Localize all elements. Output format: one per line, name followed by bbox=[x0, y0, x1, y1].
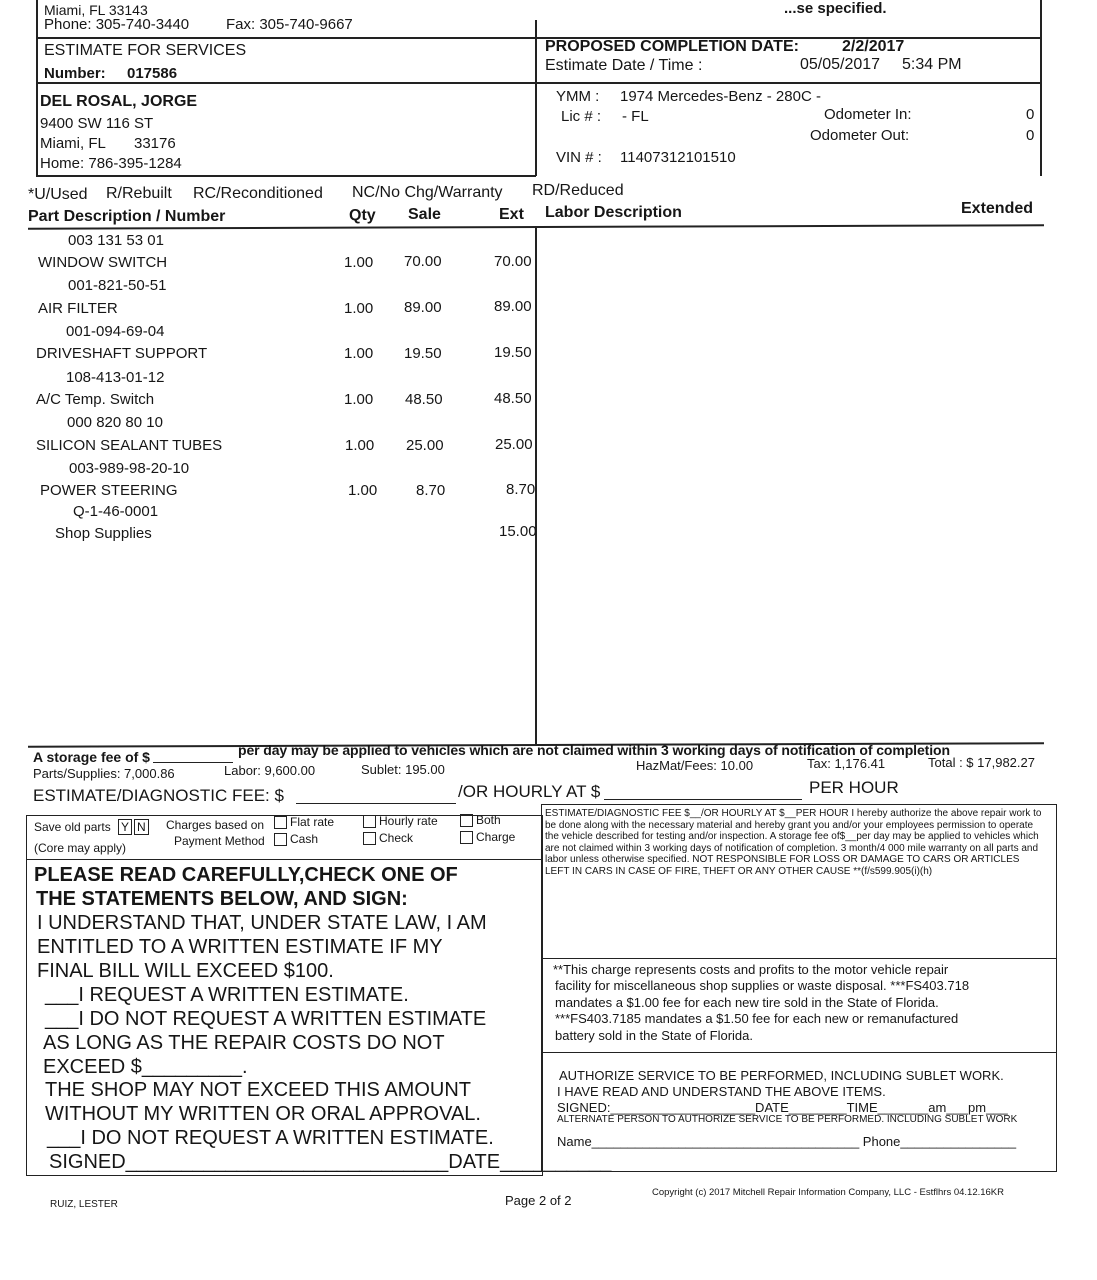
part-description: POWER STEERING bbox=[40, 482, 178, 499]
payment-method-label: Payment Method bbox=[174, 834, 265, 848]
shop-phone: Phone: 305-740-3440 bbox=[44, 16, 190, 33]
both-label: Both bbox=[476, 813, 501, 827]
header-fragment: ...se specified. bbox=[784, 0, 887, 17]
part-qty: 1.00 bbox=[344, 345, 374, 362]
labor-total: Labor: 9,600.00 bbox=[224, 763, 316, 778]
hazmat-total: HazMat/Fees: 10.00 bbox=[636, 758, 754, 773]
save-parts-label: Save old parts bbox=[34, 820, 111, 834]
authorize-line: AUTHORIZE SERVICE TO BE PERFORMED, INCLUDING SUBLET WORK. bbox=[559, 1068, 1004, 1083]
shop-city: Miami, FL 33143 bbox=[44, 2, 148, 18]
hourly-blank bbox=[604, 799, 802, 800]
part-sale: 48.50 bbox=[405, 391, 443, 408]
flat-rate-option[interactable] bbox=[274, 815, 334, 829]
signed-date-line[interactable]: SIGNED_____________________________DATE__________ bbox=[49, 1151, 612, 1173]
part-number: 001-821-50-51 bbox=[68, 277, 167, 294]
part-qty: 1.00 bbox=[345, 437, 375, 454]
check-option[interactable] bbox=[363, 831, 413, 845]
part-description: DRIVESHAFT SUPPORT bbox=[36, 345, 208, 362]
odometer-out-value: 0 bbox=[1026, 127, 1035, 144]
vin-value: 11407312101510 bbox=[620, 149, 736, 166]
vin-label: VIN # : bbox=[556, 149, 602, 166]
flat-rate-checkbox[interactable] bbox=[274, 816, 287, 829]
grand-total: Total : $ 17,982.27 bbox=[928, 755, 1035, 770]
part-ext: 48.50 bbox=[494, 390, 532, 407]
cash-checkbox[interactable] bbox=[274, 833, 287, 846]
customer-home-phone: Home: 786-395-1284 bbox=[40, 155, 182, 172]
completion-label: PROPOSED COMPLETION DATE: bbox=[545, 38, 799, 55]
number-label: Number: bbox=[44, 65, 106, 82]
part-ext: 89.00 bbox=[494, 298, 532, 315]
authorize-signed-line[interactable]: SIGNED:____________________DATE________TIME_______am___pm___ bbox=[557, 1100, 1008, 1115]
part-ext: 15.00 bbox=[499, 523, 537, 540]
service-writer: RUIZ, LESTER bbox=[50, 1199, 118, 1210]
storage-fee-b: per day may be applied to vehicles which are not claimed within 3 working days of notification of completion bbox=[238, 742, 950, 758]
charge-note-line: battery sold in the State of Florida. bbox=[555, 1028, 753, 1043]
charge-checkbox[interactable] bbox=[460, 831, 473, 844]
authorization-text: ESTIMATE/DIAGNOSTIC FEE $__/OR HOURLY AT $__PER HOUR I hereby authorize the above repair work to be done along with the necessary material and hereby grant you and/or your employees permission to operate the vehicle described for testing and/or inspection. A storage fee of$__per day may be applied to vehicles which are not claimed within 3 working days of notification of completion. 3 month/4 000 mile warranty on all parts and labor unless otherwise specified. NOT RESPONSIBLE FOR LOSS OR DAMAGE TO CARS OR ARTICLES LEFT IN CARS IN CASE OF FIRE, THEFT OR ANY OTHER CAUSE **(f/s599.905(i)(h) bbox=[545, 808, 1042, 877]
left-border bbox=[36, 0, 38, 176]
part-description: SILICON SEALANT TUBES bbox=[36, 437, 223, 454]
statement-line: I UNDERSTAND THAT, UNDER STATE LAW, I AM bbox=[37, 912, 487, 934]
no-estimate-option[interactable]: ___I DO NOT REQUEST A WRITTEN ESTIMATE. bbox=[47, 1127, 494, 1149]
statement-line: AS LONG AS THE REPAIR COSTS DO NOT bbox=[43, 1032, 445, 1054]
hourly-rate-label: Hourly rate bbox=[379, 814, 438, 828]
statement-line: EXCEED $_________. bbox=[43, 1056, 248, 1078]
legend-reduced: RD/Reduced bbox=[532, 182, 624, 199]
statement-line: ENTITLED TO A WRITTEN ESTIMATE IF MY bbox=[37, 936, 443, 958]
legend-rebuilt: R/Rebuilt bbox=[106, 185, 172, 202]
estimate-date-label: Estimate Date / Time : bbox=[545, 57, 703, 74]
part-sale: 25.00 bbox=[406, 437, 444, 454]
part-ext: 8.70 bbox=[506, 481, 536, 498]
storage-blank bbox=[153, 762, 233, 763]
charge-note-line: **This charge represents costs and profits to the motor vehicle repair bbox=[553, 962, 949, 977]
legend-reconditioned: RC/Reconditioned bbox=[193, 185, 323, 202]
part-number: 003 131 53 01 bbox=[68, 232, 164, 249]
odometer-in-value: 0 bbox=[1026, 106, 1035, 123]
parts-total: Parts/Supplies: 7,000.86 bbox=[33, 766, 175, 781]
part-sale: 70.00 bbox=[404, 253, 442, 270]
core-note: (Core may apply) bbox=[34, 841, 127, 855]
customer-name: DEL ROSAL, JORGE bbox=[40, 93, 198, 110]
hourly-label: /OR HOURLY AT $ bbox=[458, 782, 601, 801]
no-estimate-limit-option[interactable]: ___I DO NOT REQUEST A WRITTEN ESTIMATE bbox=[45, 1008, 487, 1030]
part-qty: 1.00 bbox=[344, 254, 374, 271]
charge-label: Charge bbox=[476, 830, 516, 844]
charge-note-line: mandates a $1.00 fee for each new tire sold in the State of Florida. bbox=[555, 995, 939, 1010]
check-checkbox[interactable] bbox=[363, 832, 376, 845]
check-label: Check bbox=[379, 831, 414, 845]
lic-label: Lic # : bbox=[561, 108, 602, 125]
ymm-value: 1974 Mercedes-Benz - 280C - bbox=[620, 88, 821, 105]
both-checkbox[interactable] bbox=[460, 814, 473, 827]
statement-line: WITHOUT MY WRITTEN OR ORAL APPROVAL. bbox=[45, 1103, 481, 1125]
col-labor: Labor Description bbox=[545, 204, 682, 221]
part-ext: 25.00 bbox=[495, 436, 533, 453]
flat-rate-label: Flat rate bbox=[290, 815, 335, 829]
save-parts-yes[interactable]: Y bbox=[118, 819, 132, 835]
part-ext: 19.50 bbox=[494, 344, 532, 361]
col-part: Part Description / Number bbox=[28, 208, 226, 225]
charge-note-line: facility for miscellaneous shop supplies or waste disposal. ***FS403.718 bbox=[555, 978, 970, 993]
col-qty: Qty bbox=[349, 207, 376, 224]
part-qty: 1.00 bbox=[344, 391, 374, 408]
header-divider bbox=[535, 20, 537, 176]
part-sale: 8.70 bbox=[416, 482, 446, 499]
part-description: A/C Temp. Switch bbox=[36, 391, 155, 408]
part-description: Shop Supplies bbox=[55, 525, 152, 542]
estimate-time: 5:34 PM bbox=[902, 56, 962, 73]
part-sale: 19.50 bbox=[404, 345, 442, 362]
shop-fax: Fax: 305-740-9667 bbox=[226, 16, 353, 33]
cash-label: Cash bbox=[290, 832, 319, 846]
header-rule-2 bbox=[36, 82, 1042, 84]
part-qty: 1.00 bbox=[348, 482, 378, 499]
charge-note-line: ***FS403.7185 mandates a $1.50 fee for each new or remanufactured bbox=[555, 1011, 959, 1026]
authorize-name-phone-line[interactable]: Name_____________________________________ Phone________________ bbox=[557, 1134, 1017, 1149]
col-ext: Ext bbox=[499, 206, 524, 223]
part-description: WINDOW SWITCH bbox=[38, 254, 168, 271]
parts-labor-divider bbox=[535, 226, 537, 744]
customer-city: Miami, FL bbox=[40, 135, 106, 152]
authorize-line: I HAVE READ AND UNDERSTAND THE ABOVE ITEMS. bbox=[557, 1084, 886, 1099]
part-qty: 1.00 bbox=[344, 300, 374, 317]
estimate-date: 05/05/2017 bbox=[800, 56, 881, 73]
col-sale: Sale bbox=[408, 206, 441, 223]
estimate-number: 017586 bbox=[127, 65, 178, 82]
statement-line: THE SHOP MAY NOT EXCEED THIS AMOUNT bbox=[45, 1079, 472, 1101]
charge-option[interactable] bbox=[460, 830, 515, 844]
part-ext: 70.00 bbox=[494, 253, 532, 270]
customer-rule bbox=[36, 175, 536, 177]
col-extended: Extended bbox=[961, 200, 1034, 217]
statement-line: FINAL BILL WILL EXCEED $100. bbox=[37, 960, 334, 982]
save-parts-no[interactable]: N bbox=[134, 819, 149, 835]
odometer-out-label: Odometer Out: bbox=[810, 127, 910, 144]
part-number: 108-413-01-12 bbox=[66, 369, 165, 386]
part-description: AIR FILTER bbox=[38, 300, 118, 317]
tax-total: Tax: 1,176.41 bbox=[807, 756, 886, 771]
statements-heading-2: THE STATEMENTS BELOW, AND SIGN: bbox=[36, 888, 408, 910]
per-hour-label: PER HOUR bbox=[809, 778, 899, 797]
diag-fee-label: ESTIMATE/DIAGNOSTIC FEE: $ bbox=[33, 786, 284, 805]
customer-street: 9400 SW 116 ST bbox=[40, 115, 154, 132]
part-number: 003-989-98-20-10 bbox=[69, 460, 190, 477]
part-number: 001-094-69-04 bbox=[66, 323, 165, 340]
estimate-title: ESTIMATE FOR SERVICES bbox=[44, 42, 247, 59]
storage-fee-a: A storage fee of $ bbox=[33, 749, 150, 765]
customer-zip: 33176 bbox=[134, 135, 176, 152]
both-option[interactable] bbox=[460, 813, 501, 827]
cash-option[interactable] bbox=[274, 832, 318, 846]
diag-fee-blank bbox=[296, 803, 456, 804]
hourly-rate-option[interactable] bbox=[363, 814, 438, 828]
part-number: Q-1-46-0001 bbox=[73, 503, 159, 520]
lic-value: - FL bbox=[622, 108, 649, 125]
odometer-in-label: Odometer In: bbox=[824, 106, 912, 123]
hourly-rate-checkbox[interactable] bbox=[363, 815, 376, 828]
ymm-label: YMM : bbox=[556, 88, 600, 105]
completion-date: 2/2/2017 bbox=[842, 38, 905, 55]
charges-based-label: Charges based on bbox=[166, 818, 265, 832]
right-border bbox=[1040, 0, 1042, 176]
statements-heading-1: PLEASE READ CAREFULLY,CHECK ONE OF bbox=[34, 864, 458, 886]
part-sale: 89.00 bbox=[404, 299, 442, 316]
legend-used: *U/Used bbox=[28, 186, 88, 203]
part-number: 000 820 80 10 bbox=[67, 414, 163, 431]
page-number: Page 2 of 2 bbox=[505, 1193, 572, 1208]
request-estimate-option[interactable]: ___I REQUEST A WRITTEN ESTIMATE. bbox=[45, 984, 409, 1006]
sublet-total: Sublet: 195.00 bbox=[361, 762, 445, 777]
authorize-alternate-line: ALTERNATE PERSON TO AUTHORIZE SERVICE TO BE PERFORMED. INCLUDING SUBLET WORK bbox=[557, 1114, 1018, 1125]
legend-no-charge: NC/No Chg/Warranty bbox=[352, 184, 503, 201]
copyright: Copyright (c) 2017 Mitchell Repair Information Company, LLC - Estflhrs 04.12.16KR bbox=[652, 1187, 1005, 1198]
